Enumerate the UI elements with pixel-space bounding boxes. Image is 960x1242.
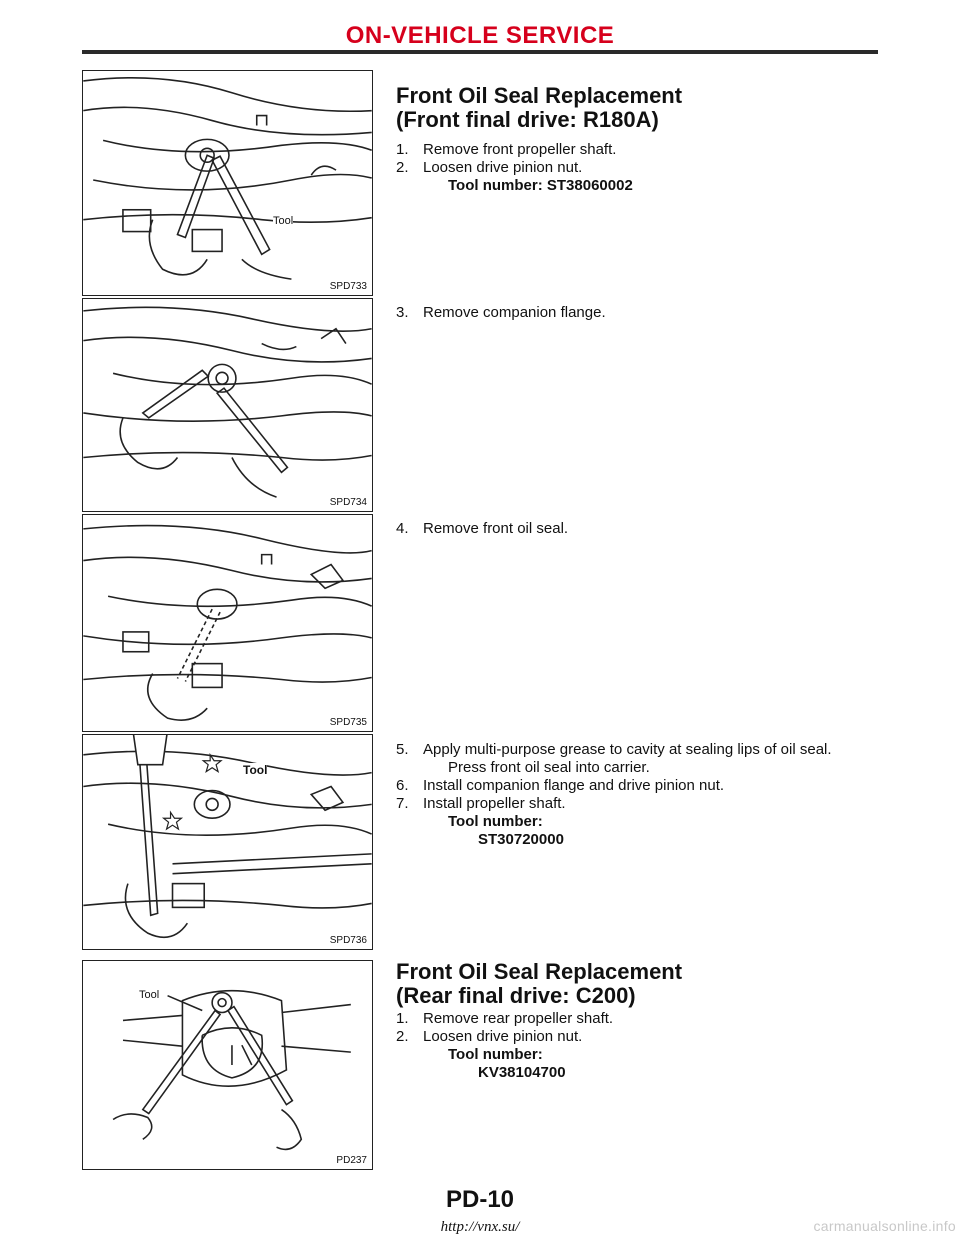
section2-title-line1: Front Oil Seal Replacement: [396, 959, 683, 984]
section1-title-line2: (Front final drive: R180A): [396, 107, 659, 132]
figure-pd237: [82, 960, 373, 1170]
figure-label: SPD735: [329, 717, 367, 728]
step-text: Install propeller shaft.: [423, 795, 566, 812]
step-4: [396, 520, 568, 538]
step-number: 2.: [396, 159, 409, 176]
step-6: [396, 777, 724, 795]
section1-title-line1: Front Oil Seal Replacement: [396, 83, 683, 108]
figure-tool-label: Tool: [243, 763, 268, 777]
figure-spd736: [82, 734, 373, 950]
step-text: Loosen drive pinion nut.: [423, 1028, 583, 1045]
step-text: Install companion flange and drive pinion nut.: [423, 777, 725, 794]
step-number: 4.: [396, 520, 409, 537]
section2-step-2-tool-label: Tool number:: [448, 1046, 543, 1063]
step-number: 2.: [396, 1028, 409, 1045]
step-number: 3.: [396, 304, 409, 321]
step-number: 6.: [396, 777, 409, 794]
section2-step-2-tool-number: KV38104700: [478, 1064, 566, 1081]
step-7-tool-number: ST30720000: [478, 831, 564, 848]
figure-spd734: [82, 298, 373, 512]
step-text: Remove front propeller shaft.: [423, 141, 617, 158]
step-2: [396, 159, 582, 177]
step-number: 1.: [396, 141, 409, 158]
step-3: [396, 304, 606, 322]
figure-spd733-illustration: [83, 71, 372, 295]
figure-label: PD237: [336, 1155, 367, 1166]
step-text: Apply multi-purpose grease to cavity at sealing lips of oil seal.: [423, 741, 832, 758]
watermark: carmanualsonline.info: [813, 1218, 956, 1234]
figure-label: SPD736: [329, 935, 367, 946]
figure-tool-label: Tool: [273, 215, 294, 227]
header-rule: [82, 50, 878, 54]
figure-label: SPD734: [329, 497, 367, 508]
step-number: 1.: [396, 1010, 409, 1027]
step-2-tool-number: Tool number: ST38060002: [448, 177, 633, 194]
step-7: [396, 795, 566, 813]
step-1: [396, 141, 616, 159]
section2-title-line2: (Rear final drive: C200): [396, 983, 636, 1008]
step-5-continuation: Press front oil seal into carrier.: [448, 759, 650, 776]
step-number: 7.: [396, 795, 409, 812]
figure-spd735: [82, 514, 373, 732]
section2-step-1: [396, 1010, 613, 1028]
step-text: Remove front oil seal.: [423, 520, 569, 537]
page-number: PD-10: [445, 1186, 515, 1213]
step-5: [396, 741, 832, 759]
figure-spd734-illustration: [83, 299, 372, 511]
step-text: Loosen drive pinion nut.: [423, 159, 583, 176]
page-header-title: ON-VEHICLE SERVICE: [345, 22, 615, 49]
figure-label: SPD733: [329, 281, 367, 292]
step-text: Remove rear propeller shaft.: [423, 1010, 614, 1027]
footer-url-link[interactable]: http://vnx.su/: [440, 1219, 520, 1235]
step-7-tool-label: Tool number:: [448, 813, 543, 830]
figure-pd237-illustration: [83, 961, 372, 1169]
figure-spd735-illustration: [83, 515, 372, 731]
step-number: 5.: [396, 741, 409, 758]
step-text: Remove companion flange.: [423, 304, 606, 321]
figure-spd736-illustration: [83, 735, 372, 949]
section2-step-2: [396, 1028, 582, 1046]
figure-tool-label: Tool: [139, 989, 160, 1001]
figure-spd733: [82, 70, 373, 296]
